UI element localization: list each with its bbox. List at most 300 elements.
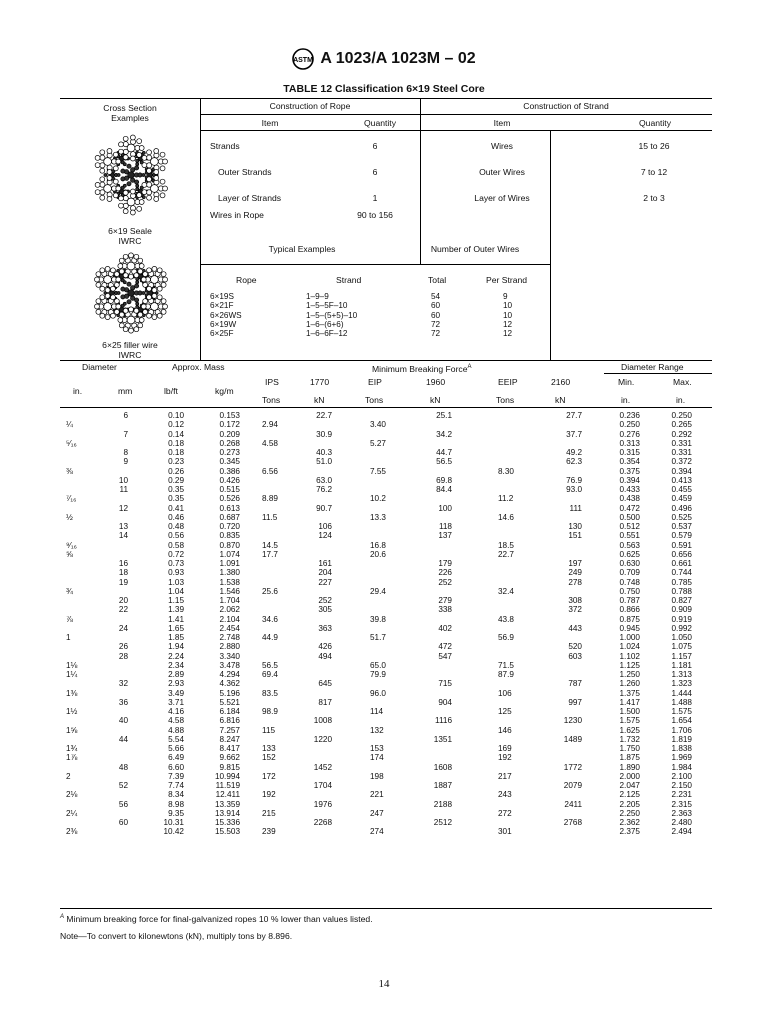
mass-kgm: 10.994 (214, 771, 240, 781)
g2160-kn: 1230 (563, 716, 582, 726)
range-min: 0.875 (619, 614, 640, 624)
range-min: 2.047 (619, 781, 640, 790)
g2160-kn (546, 707, 582, 716)
range-max: 1.575 (671, 707, 692, 716)
g2160-kn: 1489 (563, 734, 582, 744)
g1960-kn: 25.1 (436, 411, 452, 420)
range-min: 0.563 (619, 540, 640, 550)
strand-item-header: Item (493, 118, 511, 128)
eip-tons (370, 522, 404, 531)
g1770-kn: 817 (318, 697, 332, 707)
diameter-range-header: Diameter Range (621, 362, 684, 372)
mass-kgm: 6.184 (219, 707, 240, 716)
example-strand-list (306, 292, 357, 338)
g1770-kn: 1220 (313, 734, 332, 744)
diameter-in (66, 642, 90, 651)
g1960-kn: 472 (438, 642, 452, 652)
diameter-mm (100, 587, 128, 596)
g2160-kn: 151 (568, 531, 582, 541)
g1960-kn: 2188 (433, 799, 452, 809)
diameter-mm (100, 467, 128, 476)
mass-kgm: 2.748 (219, 633, 240, 642)
mass-kgm: 5.521 (219, 697, 240, 707)
diameter-mm: 40 (118, 716, 128, 726)
range-min: 0.787 (619, 596, 640, 605)
g1960-kn: 69.8 (436, 475, 452, 485)
range-min: 2.250 (619, 808, 640, 818)
diameter-in (66, 485, 90, 494)
diameter-in (66, 763, 90, 772)
g1960-kn: 547 (438, 651, 452, 661)
ips-header: IPS (265, 377, 279, 387)
outer-wires-header: Number of Outer Wires (430, 244, 520, 254)
eeip-tons: 169 (498, 744, 512, 753)
mass-lbft: 1.03 (168, 577, 184, 587)
eip-tons: 7.55 (370, 466, 386, 476)
eip-tons: 39.8 (370, 614, 386, 624)
g1770-kn (296, 689, 332, 698)
mass-lbft: 1.39 (168, 605, 184, 615)
diameter-mm (100, 420, 128, 429)
mass-lbft: 10.42 (163, 827, 184, 837)
g2160-header: 2160 (551, 377, 571, 387)
eeip-tons: 11.2 (498, 494, 514, 504)
eip-tons: 274 (370, 827, 384, 837)
diameter-in: ¼ (66, 420, 73, 430)
eip-tons (370, 596, 404, 605)
mass-lbft: 8.34 (168, 790, 184, 800)
example-total: 54 (431, 292, 441, 301)
ips-tons (262, 531, 296, 540)
range-min: 0.438 (619, 494, 640, 504)
rope-qty: 6 (372, 167, 378, 177)
mass-lbft: 0.35 (168, 485, 184, 494)
g1770-kn (296, 467, 332, 476)
typical-examples-header: Typical Examples (268, 244, 336, 254)
example-per-strand: 9 (503, 292, 508, 301)
eeip-tons (498, 568, 532, 577)
g1960-kn: 137 (438, 531, 452, 541)
mass-lbft: 0.93 (168, 568, 184, 578)
g2160-kn (546, 726, 582, 735)
example-rope: 6×19W (210, 319, 237, 329)
ips-tons: 2.94 (262, 420, 278, 430)
g2160-kn (546, 550, 582, 559)
ips-tons: 98.9 (262, 707, 278, 716)
ips-tons: 152 (262, 753, 276, 763)
g2160-kn (546, 439, 582, 448)
mass-kgm: 1.380 (219, 568, 240, 578)
mass-lbft: 1.41 (168, 614, 184, 624)
g2160-kn (546, 494, 582, 503)
range-max: 1.323 (671, 679, 692, 689)
eeip-tons (498, 716, 532, 725)
range-max: 1.969 (671, 753, 692, 763)
eeip-tons: 125 (498, 707, 512, 716)
range-max: 0.909 (671, 605, 692, 615)
range-min: 0.945 (619, 623, 640, 633)
diameter-mm: 11 (119, 485, 128, 494)
range-max: 2.100 (671, 771, 692, 781)
g2160-kn (546, 790, 582, 799)
g1960-kn (418, 541, 452, 550)
eip-tons: 5.27 (370, 438, 386, 448)
range-max: 0.331 (671, 448, 692, 457)
strand-qty: 7 to 12 (640, 167, 668, 177)
mass-kgm: 2.454 (219, 623, 240, 633)
tons-header: Tons (262, 395, 281, 405)
g2160-kn (546, 772, 582, 781)
eeip-tons (498, 800, 532, 809)
diameter-mm (100, 513, 128, 522)
diameter-in (66, 605, 90, 614)
strand-col-header: Strand (336, 275, 362, 285)
range-min: 0.354 (619, 457, 640, 467)
eip-tons (370, 568, 404, 577)
g1960-kn (418, 772, 452, 781)
mass-lbft: 4.16 (168, 707, 184, 716)
eeip-tons (498, 698, 532, 707)
eip-tons (370, 605, 404, 614)
mass-lbft: 5.66 (168, 744, 184, 753)
range-max: 0.992 (671, 623, 692, 633)
mass-lbft: 2.24 (168, 651, 184, 661)
g1770-kn: 106 (318, 522, 332, 531)
g1960-kn (418, 790, 452, 799)
range-max: 0.455 (671, 485, 692, 494)
range-min: 0.472 (619, 503, 640, 513)
rope-item: Layer of Strands (218, 193, 282, 203)
range-min: 0.866 (619, 605, 640, 615)
g2160-kn: 1772 (563, 762, 582, 772)
range-min: 0.625 (619, 549, 640, 559)
mass-lbft: 4.58 (168, 716, 184, 726)
range-max: 0.661 (671, 559, 692, 568)
diameter-in (66, 596, 90, 605)
diameter-mm (100, 550, 128, 559)
eip-tons (370, 800, 404, 809)
note-conversion: Note—To convert to kilonewtons (kN), multiply tons by 8.896. (60, 931, 293, 941)
diameter-in: ½ (66, 512, 73, 522)
range-min: 1.125 (619, 660, 640, 670)
eeip-tons: 243 (498, 790, 512, 800)
eeip-tons (498, 642, 532, 651)
range-max: 2.363 (671, 808, 692, 818)
g1770-kn (296, 513, 332, 522)
g1960-kn (418, 670, 452, 679)
g1960-kn: 904 (438, 697, 452, 707)
ips-tons: 34.6 (262, 614, 278, 624)
ips-tons (262, 735, 296, 744)
g1770-kn: 40.3 (316, 448, 332, 457)
g2160-kn (546, 615, 582, 624)
g1770-kn: 1704 (313, 781, 332, 790)
example-strand: 1–9–9 (306, 292, 329, 301)
mass-lbft: 0.14 (168, 429, 184, 439)
diameter-in (66, 698, 90, 707)
g1960-kn: 715 (438, 679, 452, 689)
range-min: 1.250 (619, 670, 640, 679)
mass-lbft: 0.26 (168, 466, 184, 476)
mass-kgm: 13.914 (214, 808, 240, 818)
range-min: 1.375 (619, 688, 640, 698)
g2160-kn (546, 587, 582, 596)
mass-kgm: 9.815 (219, 762, 240, 772)
eeip-tons: 272 (498, 808, 512, 818)
eip-tons-column (370, 411, 404, 837)
diameter-mm (100, 439, 128, 448)
range-max: 1.313 (671, 670, 692, 679)
mass-lbft: 0.73 (168, 559, 184, 568)
footnote-a: $^A$ Minimum breaking force for final-galvanized ropes 10 % lower than values listed. (60, 914, 373, 924)
diameter-in (66, 448, 90, 457)
g2160-kn (546, 670, 582, 679)
eeip-tons (498, 476, 532, 485)
diameter-mm: 28 (118, 651, 128, 661)
range-min: 1.750 (619, 744, 640, 753)
diameter-mm: 13 (118, 522, 128, 531)
diameter-mm (100, 670, 128, 679)
rope-col-header: Rope (236, 275, 257, 285)
g1770-kn: 124 (318, 531, 332, 541)
diameter-in (66, 624, 90, 633)
diameter-mm: 12 (118, 503, 128, 513)
g1770-kn: 252 (318, 596, 332, 605)
range-max: 0.525 (671, 512, 692, 522)
g1960-kn: 118 (438, 522, 452, 531)
diameter-in (66, 652, 90, 661)
diameter-in (66, 504, 90, 513)
eeip-tons (498, 605, 532, 614)
eip-tons (370, 716, 404, 725)
mass-kgm: 0.153 (219, 411, 240, 420)
g1770-kn: 90.7 (316, 503, 332, 513)
g1770-kn (296, 809, 332, 818)
mass-kgm: 15.503 (214, 827, 240, 837)
ips-tons (262, 559, 296, 568)
image-label-filler: 6×25 filler wire IWRC (102, 340, 158, 360)
eip-tons (370, 679, 404, 688)
g1770-kn (296, 439, 332, 448)
diameter-mm: 22 (118, 605, 128, 615)
example-rope: 6×19S (210, 292, 234, 301)
g1960-header: 1960 (426, 377, 446, 387)
g1960-kn (418, 827, 452, 836)
range-min: 0.433 (619, 485, 640, 494)
g2160-kn: 520 (568, 642, 582, 652)
g1960-kn: 44.7 (436, 448, 452, 457)
eip-tons (370, 781, 404, 790)
diameter-in: 2⅜ (66, 827, 78, 837)
kgm-column (200, 411, 240, 837)
g1770-kn: 645 (318, 679, 332, 689)
diameter-mm: 56 (118, 799, 128, 809)
diameter-in (66, 679, 90, 688)
example-rope-list (210, 292, 242, 338)
mass-kgm: 8.417 (219, 744, 240, 753)
ips-tons (262, 652, 296, 661)
eeip-tons: 8.30 (498, 466, 514, 476)
eip-tons (370, 485, 404, 494)
range-min: 1.000 (619, 633, 640, 642)
approx-mass-header: Approx. Mass (172, 362, 225, 372)
mass-kgm: 0.386 (219, 466, 240, 476)
ips-tons (262, 457, 296, 466)
rope-qty: 1 (372, 193, 378, 203)
diameter-mm (100, 726, 128, 735)
g1770-kn: 2268 (313, 818, 332, 827)
diameter-mm: 36 (118, 697, 128, 707)
example-strand: 1–5–5F–10 (306, 301, 348, 311)
range-max: 0.579 (671, 531, 692, 541)
diameter-mm (100, 827, 128, 836)
mass-kgm: 3.340 (219, 651, 240, 661)
range-min: 0.709 (619, 568, 640, 578)
g1770-kn (296, 827, 332, 836)
diameter-in (66, 411, 90, 420)
mass-kgm: 1.091 (219, 559, 240, 568)
range-max: 1.838 (671, 744, 692, 753)
g1960-kn (418, 809, 452, 818)
mass-kgm: 9.662 (219, 753, 240, 763)
eip-tons: 96.0 (370, 688, 386, 698)
diameter-in: ⁷⁄₁₆ (66, 494, 77, 504)
diameter-in (66, 531, 90, 540)
diameter-in (66, 818, 90, 827)
example-total: 72 (431, 329, 441, 338)
diameter-mm (100, 633, 128, 642)
max-column (660, 411, 692, 837)
lbft-column (150, 411, 184, 837)
eip-tons: 65.0 (370, 660, 386, 670)
g2160-kn: 111 (569, 503, 582, 513)
mass-kgm: 0.870 (219, 540, 240, 550)
eip-tons: 3.40 (370, 420, 386, 430)
ips-tons (262, 596, 296, 605)
rope-qty: 6 (372, 141, 378, 151)
eeip-tons: 192 (498, 753, 512, 763)
range-min: 1.024 (619, 642, 640, 652)
mass-lbft: 9.35 (168, 808, 184, 818)
page-number: 14 (378, 978, 390, 990)
mass-lbft: 0.46 (168, 512, 184, 522)
diameter-in: 1¼ (66, 670, 78, 679)
mass-lbft: 2.89 (168, 670, 184, 679)
g2160-kn (546, 467, 582, 476)
g1960-kn (418, 494, 452, 503)
eeip-tons: 87.9 (498, 670, 514, 679)
total-col-header: Total (428, 275, 447, 285)
g2160-kn: 787 (568, 679, 582, 689)
eip-tons: 29.4 (370, 586, 386, 596)
ips-tons (262, 430, 296, 439)
eeip-tons (498, 522, 532, 531)
g1770-kn-column (296, 411, 332, 837)
ips-tons: 56.5 (262, 660, 278, 670)
diameter-mm (100, 809, 128, 818)
diameter-mm: 7 (123, 429, 128, 439)
g1770-kn: 494 (318, 651, 332, 661)
eip-tons (370, 448, 404, 457)
example-strand: 1–6–6F–12 (306, 329, 348, 338)
g2160-kn: 76.9 (566, 475, 582, 485)
g1960-kn (418, 615, 452, 624)
min-header: Min. (618, 377, 635, 387)
g1960-kn: 100 (438, 503, 452, 513)
g1960-kn: 252 (438, 577, 452, 587)
ips-tons: 172 (262, 771, 276, 781)
range-min: 0.750 (619, 586, 640, 596)
range-max: 1.157 (671, 651, 692, 661)
rope-cross-section-filler-image (90, 252, 172, 334)
in-header: in. (73, 386, 83, 396)
range-max: 2.150 (671, 781, 692, 790)
g1960-kn (418, 661, 452, 670)
g1960-kn: 279 (438, 596, 452, 605)
diameter-in: 1⅜ (66, 688, 78, 698)
eip-tons (370, 559, 404, 568)
mass-kgm: 0.209 (219, 429, 240, 439)
eip-tons (370, 476, 404, 485)
g1960-kn: 1887 (433, 781, 452, 790)
g1770-kn: 30.9 (316, 429, 332, 439)
diameter-mm (100, 541, 128, 550)
g2160-kn: 2768 (563, 818, 582, 827)
range-max: 0.394 (671, 466, 692, 476)
g2160-kn: 93.0 (566, 485, 582, 494)
g1770-kn: 426 (318, 642, 332, 652)
g2160-kn: 2411 (564, 799, 582, 809)
mass-lbft: 6.60 (168, 762, 184, 772)
g1960-kn (418, 689, 452, 698)
diameter-in: 1⅞ (66, 753, 78, 763)
eeip-tons: 43.8 (498, 614, 514, 624)
mass-kgm: 0.526 (219, 494, 240, 504)
g2160-kn: 197 (568, 559, 582, 568)
mass-lbft: 5.54 (168, 734, 184, 744)
mass-lbft: 0.12 (168, 420, 184, 430)
eip-tons (370, 698, 404, 707)
diameter-in (66, 800, 90, 809)
range-min: 0.512 (619, 522, 640, 531)
range-max: 2.231 (671, 790, 692, 800)
mass-kgm: 0.835 (219, 531, 240, 541)
g1960-kn (418, 707, 452, 716)
mass-lbft: 0.72 (168, 549, 184, 559)
diameter-mm (100, 707, 128, 716)
g1770-kn (296, 587, 332, 596)
g2160-kn (546, 827, 582, 836)
eip-tons: 221 (370, 790, 384, 800)
ips-tons (262, 448, 296, 457)
range-max: 0.537 (671, 522, 692, 531)
ips-tons (262, 522, 296, 531)
g1770-kn (296, 633, 332, 642)
diameter-in: ⅞ (66, 614, 73, 624)
diameter-in: ⁹⁄₁₆ (66, 540, 77, 550)
diameter-mm (100, 689, 128, 698)
g1960-kn: 1351 (433, 734, 452, 744)
eeip-tons (498, 818, 532, 827)
diameter-mm (100, 615, 128, 624)
eip-tons: 20.6 (370, 549, 386, 559)
eip-tons: 247 (370, 808, 384, 818)
example-rope: 6×26WS (210, 310, 242, 320)
range-min: 0.630 (619, 559, 640, 568)
g1770-kn: 227 (318, 577, 332, 587)
strand-qty: 2 to 3 (643, 193, 665, 203)
g1960-kn: 56.5 (436, 457, 452, 467)
